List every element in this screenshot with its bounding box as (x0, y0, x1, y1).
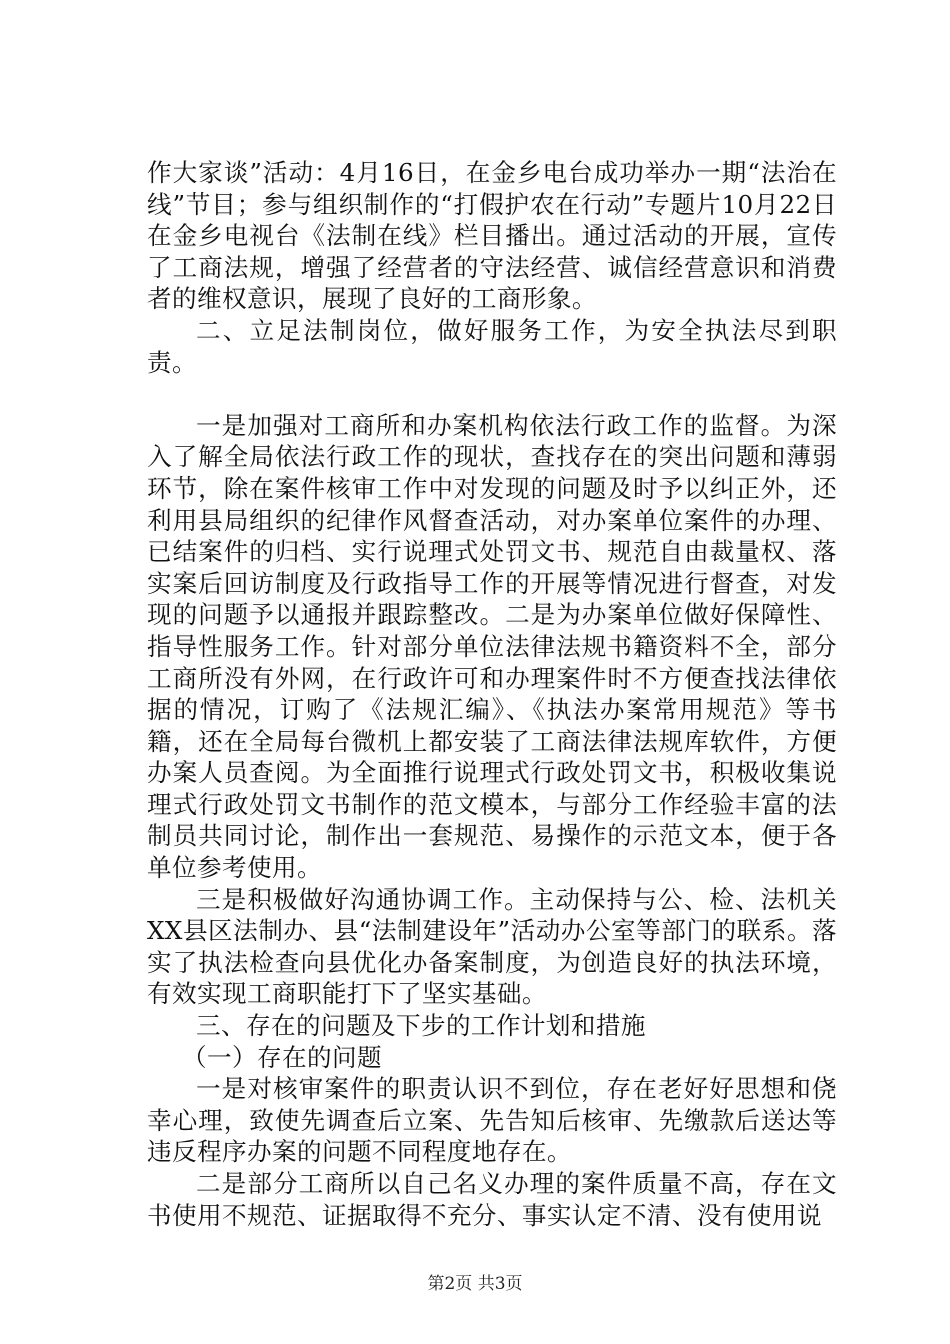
paragraph-supervision: 一是加强对工商所和办案机构依法行政工作的监督。为深入了解全局依法行政工作的现状，查找存在的突出问题和薄弱环节，除在案件核审工作中对发现的问题及时予以纠正外，还利用县局组织的纪律作风督查活动，对办案单位案件的办理、已结案件的归档、实行说理式处罚文书、规范自由裁量权、落实案后回访制度及行政指导工作的开展等情况进行督查，对发现的问题予以通报并跟踪整改。二是为办案单位做好保障性、指导性服务工作。针对部分单位法律法规书籍资料不全，部分工商所没有外网，在行政许可和办理案件时不方便查找法律依据的情况，订购了《法规汇编》、《执法办案常用规范》等书籍，还在全局每台微机上都安装了工商法律法规库软件，方便办案人员查阅。为全面推行说理式行政处罚文书，积极收集说理式行政处罚文书制作的范文模本，与部分工作经验丰富的法制员共同讨论，制作出一套规范、易操作的示范文本，便于各单位参考使用。 (147, 410, 837, 883)
paragraph-activity-summary: 作大家谈”活动：4月16日，在金乡电台成功举办一期“法治在线”节目；参与组织制作的“打假护农在行动”专题片10月22日在金乡电视台《法制在线》栏目播出。通过活动的开展，宣传了工商法规，增强了经营者的守法经营、诚信经营意识和消费者的维权意识，展现了良好的工商形象。 (147, 158, 837, 314)
paragraph-problem-two: 二是部分工商所以自己名义办理的案件质量不高，存在文书使用不规范、证据取得不充分、事实认定不清、没有使用说 (147, 1169, 837, 1230)
subsection-heading-problems: （一）存在的问题 (182, 1042, 382, 1072)
paragraph-coordination: 三是积极做好沟通协调工作。主动保持与公、检、法机关XX县区法制办、县“法制建设年”活动办公室等部门的联系。落实了执法检查向县优化办备案制度，为创造良好的执法环境，有效实现工商职能打下了坚实基础。 (147, 884, 837, 1009)
section-heading-three: 三、存在的问题及下步的工作计划和措施 (196, 1011, 646, 1041)
paragraph-problem-one: 一是对核审案件的职责认识不到位，存在老好好思想和侥幸心理，致使先调查后立案、先告知后核审、先缴款后送达等违反程序办案的问题不同程度地存在。 (147, 1074, 837, 1167)
page-footer: 第2页 共3页 (427, 1274, 523, 1294)
document-body (147, 157, 837, 1231)
section-heading-two: 二、立足法制岗位，做好服务工作，为安全执法尽到职责。 (147, 315, 837, 377)
